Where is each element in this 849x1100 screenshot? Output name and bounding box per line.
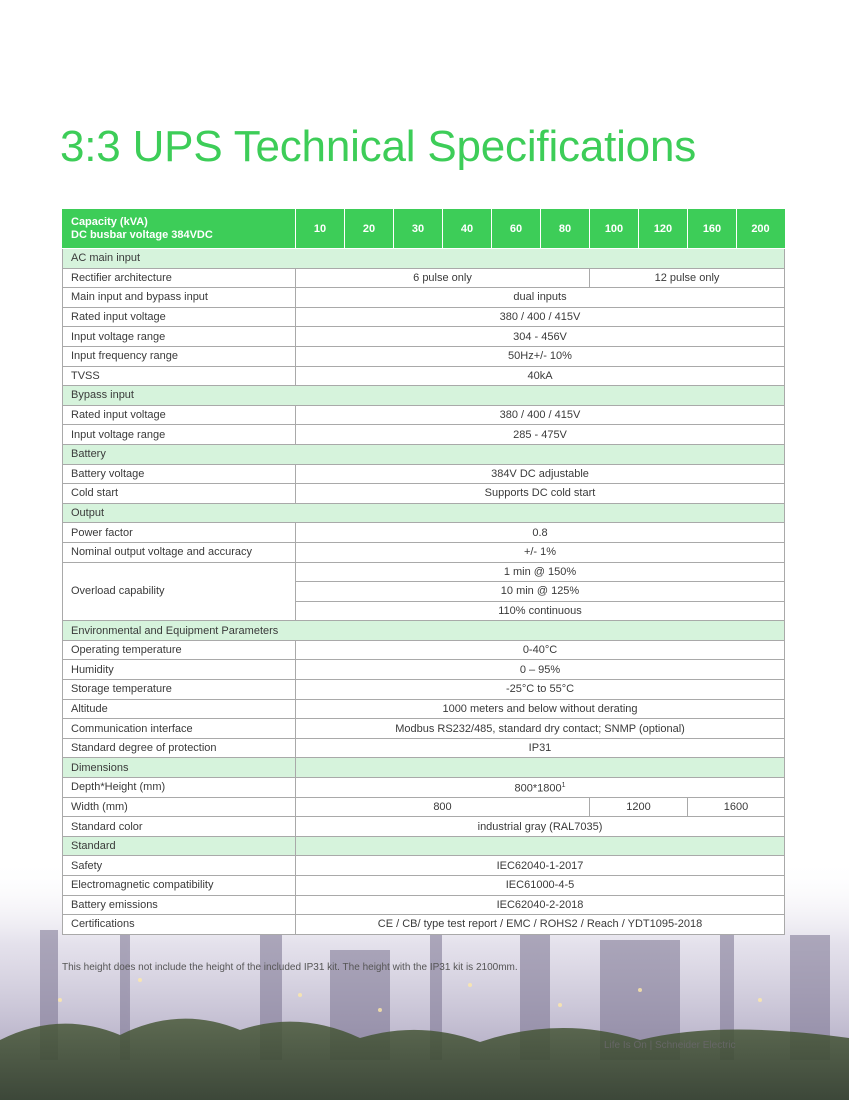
row-value: 110% continuous — [296, 601, 785, 621]
section-row — [63, 836, 785, 856]
row-label: Overload capability — [63, 562, 296, 621]
section-title: Dimensions — [63, 758, 296, 778]
row-label: Width (mm) — [63, 797, 296, 817]
capacity-value: 80 — [541, 210, 590, 249]
section-title: Bypass input — [63, 386, 785, 406]
row-value: industrial gray (RAL7035) — [296, 817, 785, 837]
row-value: CE / CB/ type test report / EMC / ROHS2 / Reach / YDT1095-2018 — [296, 915, 785, 935]
row-label: Storage temperature — [63, 680, 296, 700]
capacity-value: 100 — [590, 210, 639, 249]
table-row — [63, 680, 785, 700]
row-value: 285 - 475V — [296, 425, 785, 445]
row-label: Nominal output voltage and accuracy — [63, 542, 296, 562]
row-label: Power factor — [63, 523, 296, 543]
row-value — [296, 778, 785, 798]
row-label: Rated input voltage — [63, 307, 296, 327]
row-label: TVSS — [63, 366, 296, 386]
capacity-value: 160 — [688, 210, 737, 249]
section-row — [63, 444, 785, 464]
row-label: Operating temperature — [63, 640, 296, 660]
row-value: 6 pulse only — [296, 268, 590, 288]
row-label: Standard color — [63, 817, 296, 837]
row-value: 0.8 — [296, 523, 785, 543]
table-row — [63, 307, 785, 327]
capacity-value: 200 — [737, 210, 785, 249]
row-value: 0 – 95% — [296, 660, 785, 680]
capacity-value: 30 — [394, 210, 443, 249]
section-row — [63, 758, 785, 778]
row-value: 380 / 400 / 415V — [296, 307, 785, 327]
section-title: Battery — [63, 444, 785, 464]
row-label: Safety — [63, 856, 296, 876]
section-fill — [296, 836, 785, 856]
row-label: Altitude — [63, 699, 296, 719]
row-label: Input voltage range — [63, 425, 296, 445]
table-row — [63, 542, 785, 562]
section-title: AC main input — [63, 249, 785, 269]
table-row — [63, 562, 785, 582]
row-value: 10 min @ 125% — [296, 582, 785, 602]
row-label: Electromagnetic compatibility — [63, 876, 296, 896]
table-row — [63, 719, 785, 739]
specifications-table — [62, 209, 785, 935]
page-title: 3:3 UPS Technical Specifications — [60, 122, 697, 171]
table-row — [63, 327, 785, 347]
row-value: 1000 meters and below without derating — [296, 699, 785, 719]
row-label: Input frequency range — [63, 346, 296, 366]
table-row — [63, 856, 785, 876]
table-row — [63, 778, 785, 798]
row-label: Input voltage range — [63, 327, 296, 347]
capacity-label: Capacity (kVA) — [71, 216, 148, 228]
row-value: 384V DC adjustable — [296, 464, 785, 484]
row-value: IEC61000-4-5 — [296, 876, 785, 896]
section-row — [63, 503, 785, 523]
table-row — [63, 817, 785, 837]
table-row — [63, 895, 785, 915]
row-label: Depth*Height (mm) — [63, 778, 296, 798]
row-label: Rated input voltage — [63, 405, 296, 425]
table-row — [63, 405, 785, 425]
row-value: 0-40°C — [296, 640, 785, 660]
busbar-voltage-label: DC busbar voltage 384VDC — [71, 229, 213, 241]
brand-tagline: Life Is On | Schneider Electric — [604, 1040, 736, 1051]
row-value: 1200 — [590, 797, 688, 817]
footnote: This height does not include the height of the included IP31 kit. The height with the IP31 kit is 2100mm. — [62, 962, 518, 973]
row-value: 1 min @ 150% — [296, 562, 785, 582]
row-value: Modbus RS232/485, standard dry contact; SNMP (optional) — [296, 719, 785, 739]
capacity-value: 60 — [492, 210, 541, 249]
row-value: Supports DC cold start — [296, 484, 785, 504]
row-value: dual inputs — [296, 288, 785, 308]
section-title: Output — [63, 503, 785, 523]
row-label: Battery voltage — [63, 464, 296, 484]
table-row — [63, 876, 785, 896]
row-label: Certifications — [63, 915, 296, 935]
row-label: Battery emissions — [63, 895, 296, 915]
row-label: Cold start — [63, 484, 296, 504]
depth-height-value: 800*1800 — [514, 782, 562, 795]
table-row — [63, 640, 785, 660]
footnote-marker: 1 — [561, 782, 566, 789]
capacity-value: 120 — [639, 210, 688, 249]
row-value: IEC62040-1-2017 — [296, 856, 785, 876]
table-header-row — [63, 210, 785, 249]
capacity-header-cell — [63, 210, 296, 249]
section-fill — [296, 758, 785, 778]
row-label: Communication interface — [63, 719, 296, 739]
table-row — [63, 699, 785, 719]
table-row — [63, 425, 785, 445]
capacity-value: 20 — [345, 210, 394, 249]
capacity-value: 40 — [443, 210, 492, 249]
row-value: 1600 — [688, 797, 785, 817]
capacity-value: 10 — [296, 210, 345, 249]
table-row — [63, 464, 785, 484]
row-value: 12 pulse only — [590, 268, 785, 288]
section-title: Standard — [63, 836, 296, 856]
section-row — [63, 249, 785, 269]
section-row — [63, 621, 785, 641]
row-value: IEC62040-2-2018 — [296, 895, 785, 915]
table-row — [63, 738, 785, 758]
table-row — [63, 346, 785, 366]
table-row — [63, 288, 785, 308]
row-value: 40kA — [296, 366, 785, 386]
row-value: +/- 1% — [296, 542, 785, 562]
row-value: 304 - 456V — [296, 327, 785, 347]
row-label: Humidity — [63, 660, 296, 680]
row-label: Main input and bypass input — [63, 288, 296, 308]
row-value: 50Hz+/- 10% — [296, 346, 785, 366]
section-row — [63, 386, 785, 406]
table-row — [63, 797, 785, 817]
row-value: 800 — [296, 797, 590, 817]
row-label: Standard degree of protection — [63, 738, 296, 758]
table-row — [63, 660, 785, 680]
row-label: Rectifier architecture — [63, 268, 296, 288]
row-value: IP31 — [296, 738, 785, 758]
row-value: 380 / 400 / 415V — [296, 405, 785, 425]
table-row — [63, 484, 785, 504]
table-row — [63, 268, 785, 288]
table-row — [63, 366, 785, 386]
table-row — [63, 523, 785, 543]
row-value: -25°C to 55°C — [296, 680, 785, 700]
section-title: Environmental and Equipment Parameters — [63, 621, 785, 641]
table-row — [63, 915, 785, 935]
